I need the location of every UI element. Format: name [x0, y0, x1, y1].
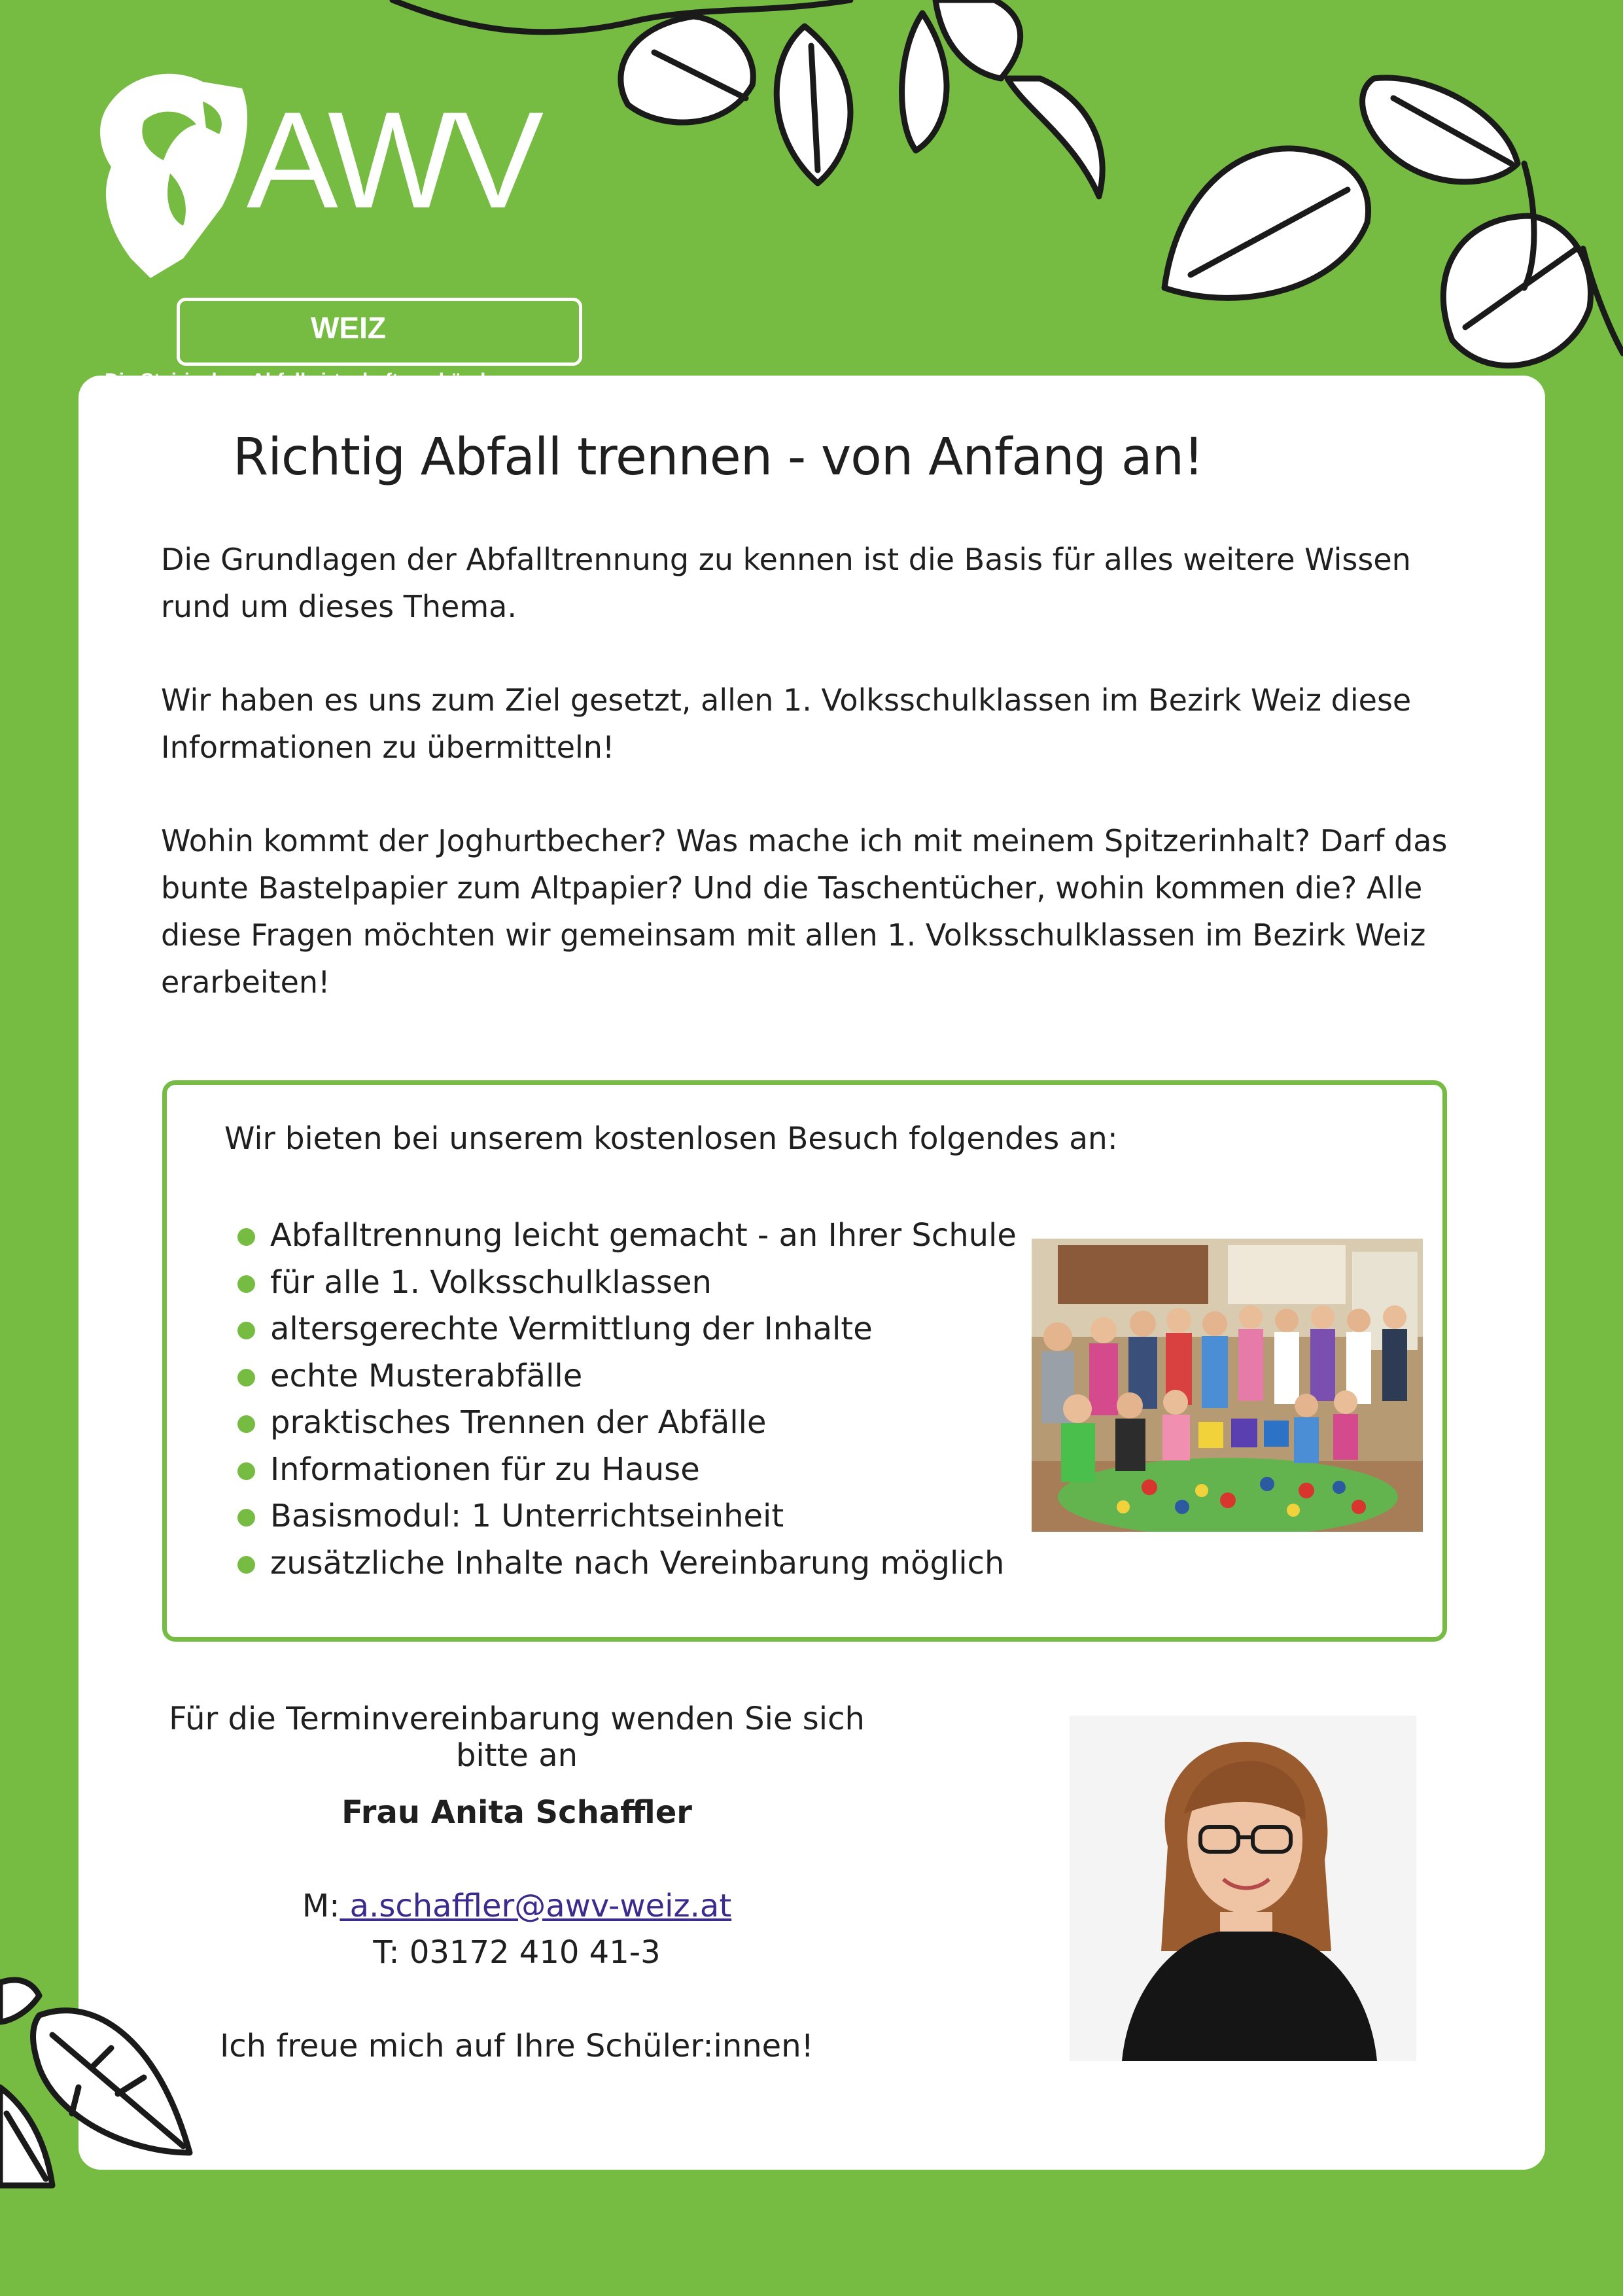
page-title: Richtig Abfall trennen - von Anfang an!	[233, 428, 1204, 487]
list-item-text: praktisches Trennen der Abfälle	[270, 1404, 767, 1441]
list-item-text: für alle 1. Volksschulklassen	[270, 1263, 712, 1301]
list-item	[237, 1400, 1022, 1447]
intro-text	[161, 536, 1469, 1052]
contact-intro: Für die Terminvereinbarung wenden Sie sich bitte an	[169, 1701, 865, 1774]
list-item-text: Abfalltrennung leicht gemacht - an Ihrer Schule	[270, 1217, 1017, 1254]
list-item-text: Informationen für zu Hause	[270, 1451, 700, 1488]
offer-heading: Wir bieten bei unserem kostenlosen Besuch folgendes an:	[224, 1121, 1118, 1157]
list-item	[237, 1306, 1022, 1353]
email-link[interactable]: a.schaffler@awv-weiz.at	[340, 1888, 732, 1924]
logo-acronym: AWV	[246, 83, 539, 237]
bullet-icon	[237, 1509, 255, 1527]
bullet-icon	[237, 1556, 255, 1574]
list-item-text: zusätzliche Inhalte nach Vereinbarung möglich	[270, 1544, 1005, 1581]
email-prefix: M:	[302, 1888, 340, 1924]
list-item	[237, 1447, 1022, 1494]
logo-region-box	[177, 298, 582, 366]
leaf-decoration-bottom	[0, 1956, 222, 2192]
bullet-icon	[237, 1369, 255, 1386]
logo-region: WEIZ	[311, 311, 386, 345]
list-item	[237, 1540, 1022, 1587]
list-item	[237, 1212, 1022, 1260]
list-item	[237, 1353, 1022, 1400]
bullet-icon	[237, 1322, 255, 1339]
contact-phone: T: 03172 410 41-3	[373, 1934, 661, 1971]
list-item-text: altersgerechte Vermittlung der Inhalte	[270, 1311, 873, 1347]
awv-weiz-logo	[72, 62, 539, 345]
list-item-text: Basismodul: 1 Unterrichtseinheit	[270, 1498, 784, 1534]
bullet-icon	[237, 1228, 255, 1246]
list-item	[237, 1260, 1022, 1307]
contact-closing: Ich freue mich auf Ihre Schüler:innen!	[220, 2028, 814, 2064]
contact-email-line	[144, 1888, 890, 1924]
contact-name: Frau Anita Schaffler	[341, 1794, 692, 1831]
class-photo	[1032, 1239, 1423, 1532]
intro-paragraph: Wir haben es uns zum Ziel gesetzt, allen 1. Volksschulklassen im Bezirk Weiz diese Informationen zu übermitteln!	[161, 682, 1412, 765]
bullet-icon	[237, 1462, 255, 1480]
contact-portrait	[1070, 1716, 1416, 2061]
intro-paragraph: Wohin kommt der Joghurtbecher? Was mache ich mit meinem Spitzerinhalt? Darf das bunte Bastelpapier zum Altpapier? Und die Taschentücher, wohin kommen die? Alle diese Fragen möchten wir gemeinsam mit allen 1. Volksschulklassen im Bezirk Weiz erarbeiten!	[161, 823, 1448, 1000]
offer-box	[162, 1080, 1447, 1642]
list-item	[237, 1493, 1022, 1540]
offer-list	[237, 1212, 1022, 1587]
list-item-text: echte Musterabfälle	[270, 1357, 583, 1394]
bullet-icon	[237, 1275, 255, 1293]
content-card	[79, 376, 1545, 2170]
intro-paragraph: Die Grundlagen der Abfalltrennung zu kennen ist die Basis für alles weitere Wissen rund um dieses Thema.	[161, 542, 1411, 624]
bullet-icon	[237, 1415, 255, 1433]
